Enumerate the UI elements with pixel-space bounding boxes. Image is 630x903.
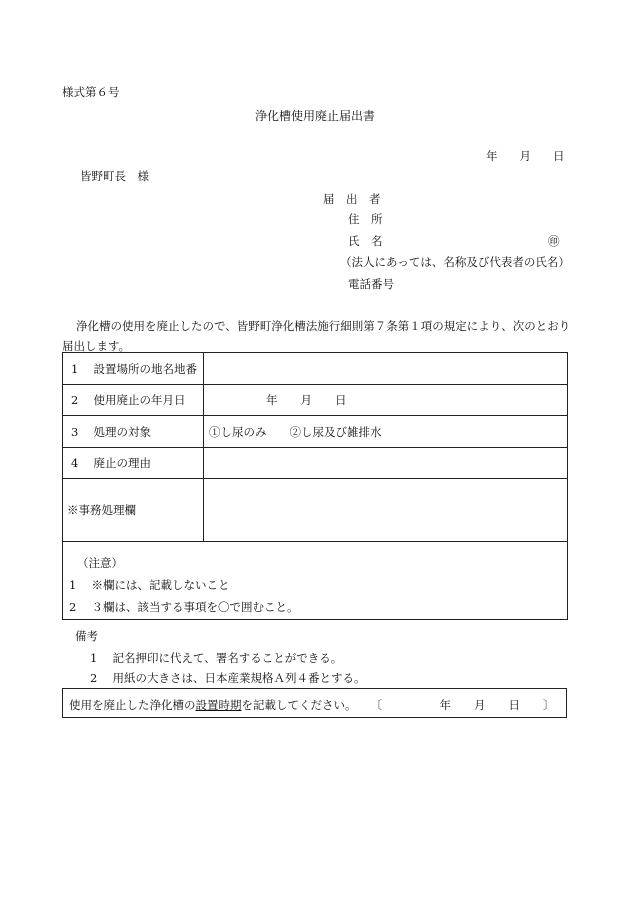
notes-cell: [63, 542, 568, 620]
date-day: 日: [553, 149, 565, 163]
table-row-notes: [63, 542, 568, 620]
row-label-location: 1 設置場所の地名地番: [63, 353, 204, 385]
applicant-header: 届 出 者: [323, 192, 381, 206]
table-row-location: [63, 353, 568, 385]
submission-date: [486, 148, 565, 164]
table-row-office: [63, 479, 568, 542]
remarks-item-2: 2 用紙の大きさは、日本産業規格Ａ列４番とする。: [90, 671, 366, 685]
date-year: 年: [486, 149, 498, 163]
table-row-reason: [63, 448, 568, 479]
phone-label: 電話番号: [348, 277, 394, 291]
notes-heading: （注意）: [77, 556, 123, 570]
remarks-heading: 備考: [75, 629, 98, 643]
box-emphasis: 設置時期: [195, 698, 242, 712]
row-label-target: 3 処理の対象: [63, 416, 204, 448]
notes-item-2: 2 ３欄は、該当する事項を〇で囲むこと。: [69, 600, 299, 614]
row-label-office: ※事務処理欄: [63, 479, 204, 542]
intro-statement: 浄化槽の使用を廃止したので、皆野町浄化槽法施行細則第７条第１項の規定により、次のとおり届出します。: [62, 319, 571, 353]
form-title: 浄化槽使用廃止届出書: [254, 109, 375, 123]
box-date-bracket[interactable]: 〔 年 月 日 〕: [370, 698, 555, 712]
row-value-date[interactable]: 年 月 日: [204, 385, 568, 416]
address-label: 住 所: [348, 212, 383, 226]
seal-mark: ㊞: [548, 234, 560, 248]
row-value-location[interactable]: [204, 353, 568, 385]
corporate-note: （法人にあっては、名称及び代表者の氏名）: [340, 255, 570, 269]
row-label-date: 2 使用廃止の年月日: [63, 385, 204, 416]
notes-item-1: 1 ※欄には、記載しないこと: [69, 578, 230, 592]
form-number: 様式第６号: [62, 85, 120, 99]
table-row-target: [63, 416, 568, 448]
name-label: 氏 名: [348, 234, 383, 248]
box-prefix: 使用を廃止した浄化槽の: [69, 698, 196, 712]
table-row-date: [63, 385, 568, 416]
date-month: 月: [519, 149, 531, 163]
row-label-reason: 4 廃止の理由: [63, 448, 204, 479]
row-value-office: [204, 479, 568, 542]
row-value-target[interactable]: ①し尿のみ ②し尿及び雑排水: [204, 416, 568, 448]
addressee: 皆野町長 様: [80, 169, 149, 183]
installation-date-box: [62, 688, 567, 718]
box-suffix: を記載してください。: [241, 698, 357, 712]
remarks-item-1: 1 記名押印に代えて、署名することができる。: [90, 651, 343, 665]
row-value-reason[interactable]: [204, 448, 568, 479]
application-table: [62, 352, 568, 620]
